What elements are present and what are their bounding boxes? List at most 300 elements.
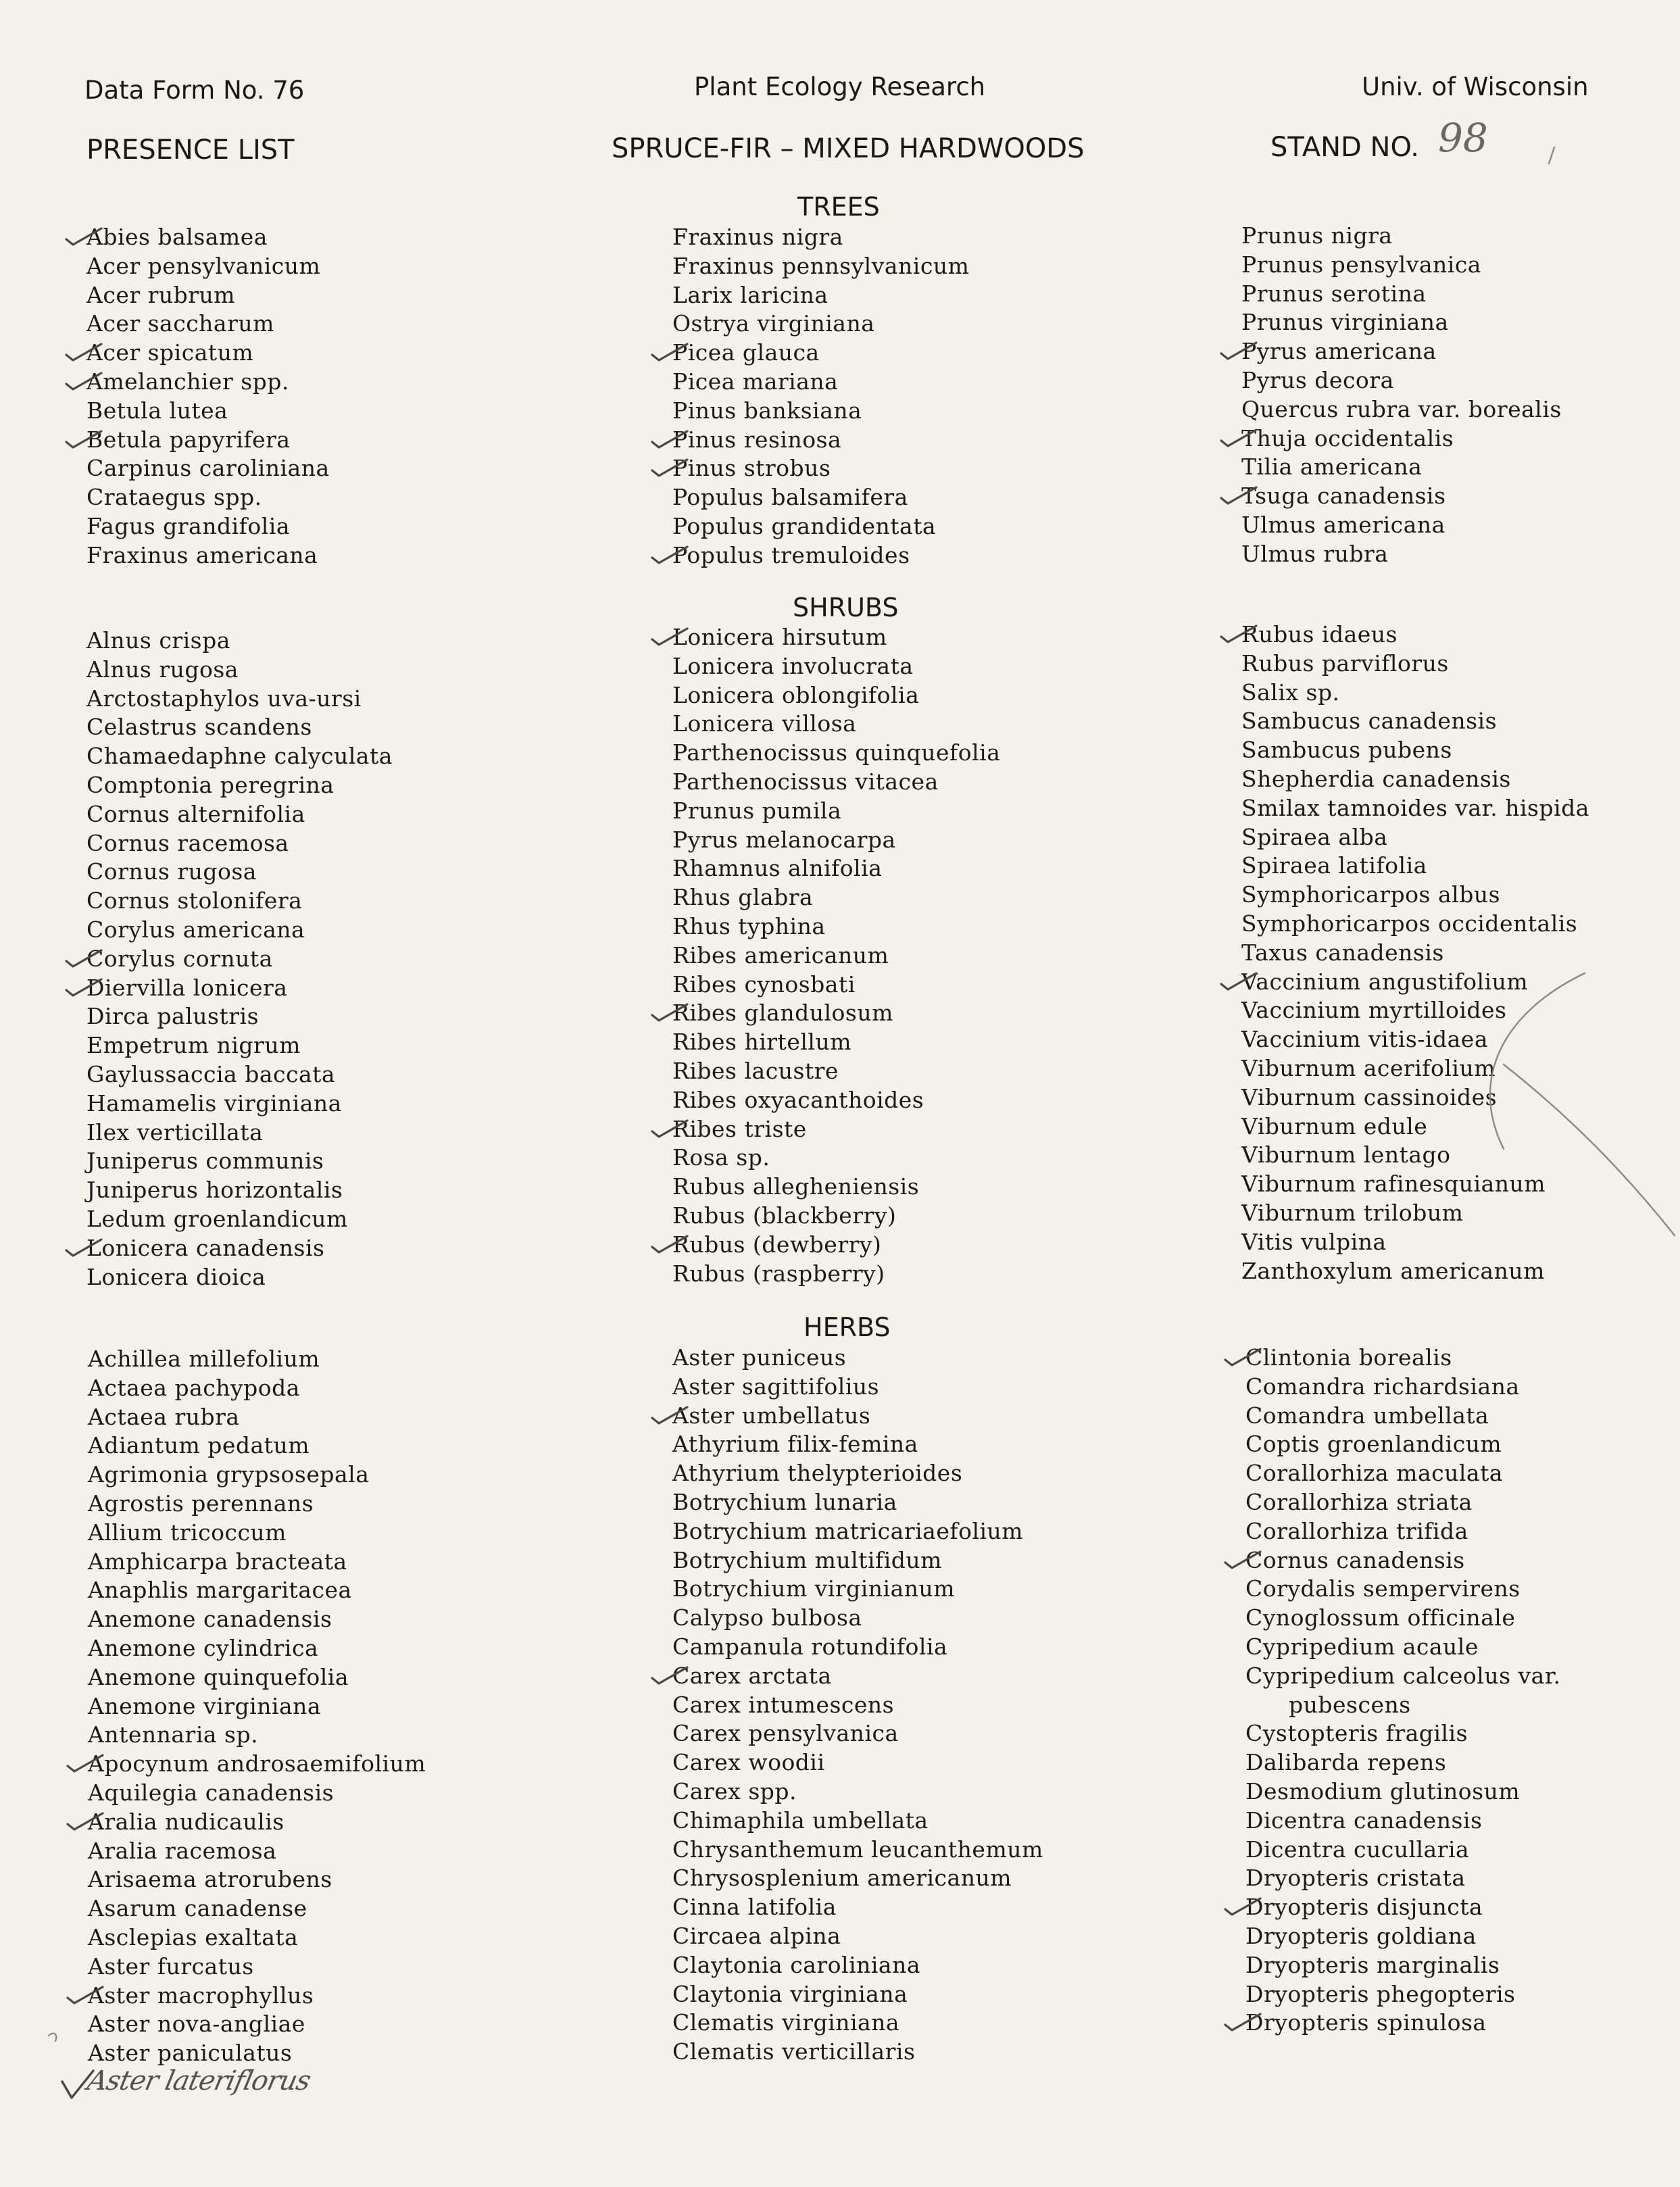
species-name: Alnus crispa [87, 627, 230, 654]
species-item [672, 1260, 1000, 1289]
species-item [672, 854, 1000, 883]
species-item [87, 1234, 393, 1263]
species-item [672, 2038, 1043, 2067]
species-item [88, 1548, 426, 1577]
species-name: Lonicera dioica [87, 1263, 266, 1290]
checkmark-icon [1222, 1548, 1263, 1572]
species-item [672, 1777, 1043, 1807]
species-name: Calypso bulbosa [672, 1604, 862, 1631]
species-name: Carex intumescens [672, 1691, 895, 1718]
species-name: Chamaedaphne calyculata [87, 743, 393, 770]
species-item [87, 1089, 393, 1119]
species-name: Prunus serotina [1241, 280, 1427, 307]
species-item [672, 1546, 1043, 1575]
form-number: Data Form No. 76 [84, 76, 305, 105]
species-name: Betula papyrifera [87, 426, 291, 453]
species-item [88, 1865, 426, 1894]
checkmark-icon [649, 340, 690, 364]
species-name: Viburnum lentago [1241, 1141, 1451, 1169]
species-item [1241, 881, 1589, 910]
species-name: Corallorhiza striata [1245, 1488, 1473, 1515]
species-item [1241, 1228, 1589, 1257]
species-item [672, 1604, 1043, 1633]
species-name: Athyrium thelypterioides [672, 1460, 963, 1487]
species-name: Carex arctata [672, 1662, 832, 1689]
species-name: Ilex verticillata [87, 1119, 264, 1146]
checkmark-icon [64, 427, 104, 451]
species-item [1245, 1517, 1561, 1546]
checkmark-icon [64, 1235, 104, 1260]
checkmark-icon [1218, 483, 1259, 508]
species-item [87, 1176, 393, 1205]
species-name: Achillea millefolium [88, 1346, 320, 1372]
species-name: Chimaphila umbellata [672, 1807, 929, 1834]
species-name: Asarum canadense [88, 1895, 307, 1922]
species-item [88, 1460, 426, 1490]
species-name: Dicentra canadensis [1245, 1807, 1483, 1834]
species-item [1245, 1373, 1561, 1402]
species-item [672, 1057, 1000, 1086]
species-item [672, 426, 969, 455]
species-item [672, 1144, 1000, 1173]
species-item [1245, 1691, 1561, 1720]
checkmark-icon [1218, 339, 1259, 363]
species-name: Aralia nudicaulis [88, 1808, 285, 1835]
species-item [87, 541, 330, 570]
species-item [672, 826, 1000, 855]
species-item [672, 252, 969, 281]
trees-column-1 [87, 223, 330, 570]
species-item [87, 368, 330, 397]
species-name: Viburnum rafinesquianum [1241, 1171, 1546, 1198]
species-name: Tilia americana [1241, 453, 1423, 481]
species-name: Diervilla lonicera [87, 974, 288, 1001]
species-item [1245, 1604, 1561, 1633]
species-item [88, 1894, 426, 1923]
checkmark-icon [649, 1403, 690, 1427]
species-item [672, 1719, 1043, 1748]
species-item [672, 1086, 1000, 1115]
species-name: Rubus (dewberry) [672, 1231, 882, 1258]
species-name: Spiraea alba [1241, 823, 1388, 850]
species-item [1241, 1257, 1589, 1286]
species-item [87, 426, 330, 455]
species-item [87, 281, 330, 310]
species-item [87, 713, 393, 742]
species-name: Dryopteris phegopteris [1245, 1980, 1516, 2007]
species-name: Prunus nigra [1241, 222, 1393, 249]
species-name: Aster puniceus [672, 1344, 847, 1371]
species-item [1245, 1633, 1561, 1662]
shrubs-column-2 [672, 623, 1000, 1288]
species-name: Carex pensylvanica [672, 1720, 899, 1747]
species-item [672, 652, 1000, 681]
species-name: Anemone quinquefolia [88, 1663, 349, 1690]
species-item [1241, 679, 1589, 708]
species-name: Agrimonia grypsosepala [88, 1461, 370, 1488]
species-item [672, 1459, 1043, 1488]
species-name: Aster paniculatus [88, 2040, 293, 2067]
checkmark-icon [649, 624, 690, 649]
species-name: Ribes cynosbati [672, 970, 856, 998]
species-name: Cystopteris fragilis [1245, 1720, 1468, 1747]
species-item [672, 883, 1000, 912]
species-name: Juniperus communis [87, 1148, 324, 1175]
species-name: Pinus resinosa [672, 426, 842, 453]
species-item [87, 512, 330, 541]
herbs-column-3 [1245, 1344, 1561, 2038]
species-item [88, 1403, 426, 1432]
species-name: Cornus rugosa [87, 858, 257, 885]
herbs-column-1 [88, 1345, 426, 2068]
species-name: Clematis verticillaris [672, 2038, 916, 2065]
species-name: Acer rubrum [87, 281, 236, 308]
species-name: Populus balsamifera [672, 484, 908, 511]
checkmark-icon [649, 456, 690, 480]
species-item [1241, 222, 1562, 251]
species-item [88, 1519, 426, 1548]
species-item [672, 1115, 1000, 1144]
species-name: Picea mariana [672, 368, 839, 395]
species-item [672, 941, 1000, 970]
species-item [672, 541, 969, 570]
species-item [1241, 1083, 1589, 1112]
species-name: Vaccinium angustifolium [1241, 968, 1529, 995]
species-item [1241, 968, 1589, 997]
species-item [1245, 1402, 1561, 1431]
species-name: Populus grandidentata [672, 512, 937, 539]
species-name: Aralia racemosa [88, 1837, 277, 1864]
species-name: Rubus idaeus [1241, 621, 1398, 647]
species-item [1245, 1430, 1561, 1459]
checkmark-icon [1222, 1894, 1263, 1919]
species-item [672, 1344, 1043, 1373]
species-name: Actaea pachypoda [88, 1374, 300, 1401]
checkmark-icon [65, 1983, 105, 2007]
species-name: Adiantum pedatum [88, 1432, 310, 1459]
species-item [672, 1864, 1043, 1893]
species-item [88, 1490, 426, 1519]
checkmark-icon [649, 1663, 690, 1688]
species-item [87, 252, 330, 281]
species-item [1241, 511, 1562, 540]
species-name: Cinna latifolia [672, 1894, 837, 1921]
species-name: Chrysanthemum leucanthemum [672, 1836, 1043, 1863]
stand-number: 98 [1438, 115, 1488, 161]
species-item [87, 339, 330, 368]
species-name: Spiraea latifolia [1241, 852, 1427, 879]
species-item [1241, 453, 1562, 482]
species-name: Ribes lacustre [672, 1057, 839, 1084]
species-item [1241, 482, 1562, 511]
species-name: Arisaema atrorubens [88, 1866, 332, 1893]
species-item [1241, 366, 1562, 395]
species-name: Salix sp. [1241, 679, 1340, 706]
species-name: Carex woodii [672, 1749, 825, 1776]
species-name: Amphicarpa bracteata [88, 1548, 347, 1575]
species-name: Dryopteris marginalis [1245, 1951, 1500, 1978]
species-name: Sambucus canadensis [1241, 708, 1498, 735]
species-item [1245, 1748, 1561, 1777]
community-title: SPRUCE-FIR – MIXED HARDWOODS [612, 133, 1085, 164]
species-item [672, 223, 969, 252]
species-name: Anemone virginiana [88, 1692, 322, 1719]
species-item [88, 1345, 426, 1374]
species-item [1245, 1719, 1561, 1748]
species-name: pubescens [1289, 1691, 1411, 1718]
species-name: Circaea alpina [672, 1922, 841, 1949]
species-name: Asclepias exaltata [88, 1923, 299, 1950]
species-item [87, 685, 393, 714]
species-name: Lonicera villosa [672, 710, 857, 737]
species-item [87, 771, 393, 800]
species-item [88, 1692, 426, 1721]
species-name: Antennaria sp. [88, 1721, 259, 1748]
species-item [1241, 649, 1589, 679]
species-item [1241, 251, 1562, 280]
species-name: Zanthoxylum americanum [1241, 1257, 1545, 1284]
species-item [88, 1982, 426, 2011]
species-name: Agrostis perennans [88, 1490, 314, 1517]
species-name: Clematis virginiana [672, 2009, 900, 2036]
species-name: Populus tremuloides [672, 541, 910, 568]
species-name: Carpinus caroliniana [87, 455, 330, 482]
species-name: Rhus typhina [672, 912, 826, 939]
species-item [87, 742, 393, 771]
species-item [1245, 1777, 1561, 1807]
species-item [672, 1951, 1043, 1980]
species-name: Dryopteris cristata [1245, 1865, 1466, 1892]
species-name: Pyrus americana [1241, 338, 1437, 365]
checkmark-icon [649, 1116, 690, 1141]
species-name: Rubus parviflorus [1241, 649, 1449, 677]
species-item [87, 1147, 393, 1176]
species-name: Cornus canadensis [1245, 1546, 1465, 1573]
species-name: Aster furcatus [88, 1952, 254, 1980]
species-item [672, 2009, 1043, 2038]
species-item [88, 1837, 426, 1866]
species-name: Viburnum cassinoides [1241, 1083, 1498, 1110]
species-item [672, 281, 969, 310]
species-name: Juniperus horizontalis [87, 1177, 343, 1204]
species-name: Symphoricarpos occidentalis [1241, 910, 1578, 937]
species-item [672, 1748, 1043, 1777]
species-name: Comandra umbellata [1245, 1402, 1489, 1429]
species-item [672, 1575, 1043, 1604]
species-name: Anemone cylindrica [88, 1634, 319, 1661]
species-name: Parthenocissus vitacea [672, 768, 939, 795]
species-name: Sambucus pubens [1241, 737, 1452, 764]
species-item [1245, 1893, 1561, 1922]
checkmark-icon [64, 975, 104, 1000]
species-name: Ribes americanum [672, 941, 889, 968]
species-name: Acer pensylvanicum [87, 252, 321, 279]
species-item [1245, 1459, 1561, 1488]
university: Univ. of Wisconsin [1362, 72, 1589, 101]
species-item [672, 1517, 1043, 1546]
trees-column-3 [1241, 222, 1562, 569]
shrubs-column-3 [1241, 620, 1589, 1285]
species-name: Corydalis sempervirens [1245, 1575, 1521, 1602]
species-item [87, 829, 393, 858]
species-item [87, 945, 393, 974]
species-item [1245, 1864, 1561, 1893]
species-name: Cypripedium calceolus var. [1245, 1662, 1561, 1689]
checkmark-icon [1218, 426, 1259, 450]
species-item [672, 454, 969, 483]
species-item [1241, 620, 1589, 649]
species-item [88, 1605, 426, 1634]
species-name: Rosa sp. [672, 1144, 770, 1171]
species-item [1241, 395, 1562, 424]
species-item [1245, 1344, 1561, 1373]
species-item [1245, 1807, 1561, 1836]
species-item [87, 1119, 393, 1148]
species-item [672, 368, 969, 397]
species-name: Comptonia peregrina [87, 771, 335, 798]
species-item [87, 626, 393, 656]
species-name: Dirca palustris [87, 1003, 259, 1030]
species-name: Campanula rotundifolia [672, 1633, 948, 1660]
species-item [1241, 823, 1589, 852]
species-name: Rubus (raspberry) [672, 1260, 885, 1287]
species-item [1241, 939, 1589, 968]
species-name: Lonicera involucrata [672, 652, 914, 679]
species-name: Viburnum edule [1241, 1112, 1428, 1139]
species-name: Ribes triste [672, 1115, 807, 1142]
species-name: Lonicera hirsutum [672, 624, 887, 650]
species-name: Crataegus spp. [87, 484, 262, 511]
species-name: Quercus rubra var. borealis [1241, 395, 1562, 422]
species-name: Lonicera canadensis [87, 1234, 325, 1261]
species-item [1241, 852, 1589, 881]
species-name: Parthenocissus quinquefolia [672, 739, 1001, 766]
section-title-shrubs: SHRUBS [793, 593, 899, 622]
checkmark-icon [64, 946, 104, 970]
species-name: Corylus cornuta [87, 945, 273, 972]
species-item [672, 339, 969, 368]
species-item [672, 1028, 1000, 1057]
species-name: Comandra richardsiana [1245, 1373, 1520, 1400]
species-name: Prunus pumila [672, 797, 842, 824]
species-name: Ribes hirtellum [672, 1029, 852, 1056]
species-item [87, 397, 330, 426]
herbs-column-2 [672, 1344, 1043, 2067]
species-name: Abies balsamea [87, 224, 268, 250]
species-item [1241, 707, 1589, 736]
species-item [88, 1952, 426, 1982]
checkmark-icon [65, 1809, 105, 1834]
species-item [1245, 1488, 1561, 1517]
species-name: Picea glauca [672, 339, 820, 366]
species-item [1241, 424, 1562, 453]
species-name: Prunus virginiana [1241, 309, 1449, 336]
species-name: Symphoricarpos albus [1241, 881, 1501, 908]
species-item [672, 912, 1000, 941]
species-name: Ledum groenlandicum [87, 1205, 348, 1232]
species-item [672, 1373, 1043, 1402]
checkmark-icon [65, 1751, 105, 1775]
checkmark-icon [649, 543, 690, 567]
species-name: Dicentra cucullaria [1245, 1836, 1470, 1863]
species-item [672, 1402, 1043, 1431]
species-item [1241, 1025, 1589, 1054]
species-item [1241, 910, 1589, 939]
species-item [1241, 1112, 1589, 1141]
species-item [672, 710, 1000, 739]
species-item [1245, 1575, 1561, 1604]
species-item [88, 2010, 426, 2039]
shrubs-column-1 [87, 626, 393, 1292]
species-name: Alnus rugosa [87, 656, 239, 683]
species-name: Acer saccharum [87, 310, 274, 337]
stand-label: STAND NO. [1270, 132, 1420, 163]
species-name: Botrychium lunaria [672, 1488, 897, 1515]
species-name: Vaccinium myrtilloides [1241, 997, 1507, 1024]
species-item [672, 970, 1000, 1000]
species-item [88, 1808, 426, 1837]
species-name: Carex spp. [672, 1777, 797, 1804]
species-name: Allium tricoccum [88, 1519, 287, 1546]
species-name: Dalibarda repens [1245, 1749, 1447, 1776]
species-item [1245, 1922, 1561, 1951]
list-title: PRESENCE LIST [87, 134, 295, 166]
species-name: Aster umbellatus [672, 1402, 871, 1429]
species-name: Smilax tamnoides var. hispida [1241, 794, 1589, 821]
species-name: Fraxinus americana [87, 541, 318, 568]
species-name: Corallorhiza maculata [1245, 1460, 1504, 1487]
species-name: Betula lutea [87, 397, 228, 424]
species-item [672, 1662, 1043, 1691]
species-name: Ostrya virginiana [672, 310, 875, 337]
species-name: Dryopteris goldiana [1245, 1922, 1477, 1949]
species-name: Empetrum nigrum [87, 1032, 301, 1059]
species-item [87, 454, 330, 483]
species-name: Dryopteris disjuncta [1245, 1894, 1483, 1921]
species-name: Ribes oxyacanthoides [672, 1086, 924, 1113]
species-name: Aster sagittifolius [672, 1373, 880, 1400]
species-name: Rhamnus alnifolia [672, 855, 883, 882]
species-name: Fagus grandifolia [87, 512, 291, 539]
species-item [88, 1923, 426, 1952]
species-item [672, 1430, 1043, 1459]
species-item [1245, 1951, 1561, 1980]
species-item [88, 1431, 426, 1460]
species-item [672, 739, 1000, 768]
species-item [1241, 765, 1589, 794]
species-item [87, 310, 330, 339]
species-item [1241, 280, 1562, 309]
species-name: Coptis groenlandicum [1245, 1431, 1502, 1458]
checkmark-icon [1218, 622, 1259, 646]
species-name: Claytonia caroliniana [672, 1951, 921, 1978]
species-name: Pinus strobus [672, 455, 831, 482]
checkmark-icon [64, 369, 104, 393]
species-item [87, 800, 393, 829]
species-name: Thuja occidentalis [1241, 424, 1454, 451]
species-name: Hamamelis virginiana [87, 1089, 342, 1116]
species-name: Aster macrophyllus [88, 1982, 314, 2009]
species-item [1245, 1980, 1561, 2009]
species-name: Actaea rubra [88, 1403, 240, 1430]
checkmark-icon [64, 340, 104, 364]
species-item [87, 887, 393, 916]
species-item [1241, 540, 1562, 569]
species-item [87, 223, 330, 252]
species-item [87, 1002, 393, 1031]
species-item [672, 1922, 1043, 1951]
species-item [88, 1663, 426, 1692]
